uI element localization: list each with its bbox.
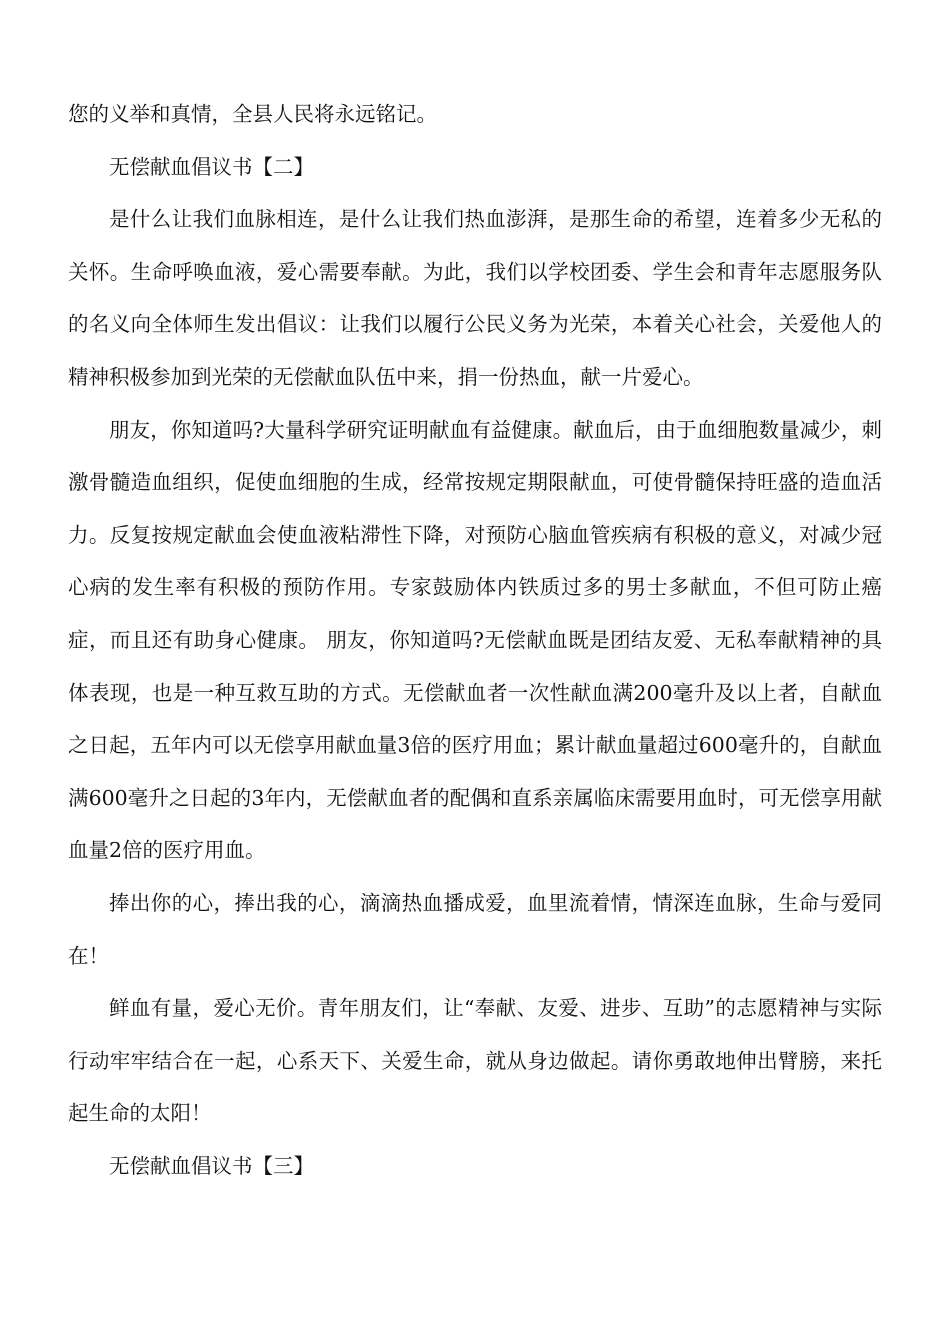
paragraph-continuation: 您的义举和真情，全县人民将永远铭记。 <box>68 102 437 126</box>
paragraph-health-benefits: 朋友，你知道吗?大量科学研究证明献血有益健康。献血后，由于血细胞数量减少，刺激骨髓造血组织，促使血细胞的生成，经常按规定期限献血，可使骨髓保持旺盛的造血活力。反复按规定献血会使血液粘滞性下降，对预防心脑血管疾病有积极的意义，对减少冠心病的发生率有积极的预防作用。专家鼓励体内铁质过多的男士多献血，不但可防止癌症，而且还有助身心健康。 朋友，你知道吗?无偿献血既是团结友爱、无私奉献精神的具体表现，也是一种互救互助的方式。无偿献血者一次性献血满200毫升及以上者，自献血之日起，五年内可以无偿享用献血量3倍的医疗用血；累计献血量超过600毫升的，自献血满600毫升之日起的3年内，无偿献血者的配偶和直系亲属临床需要用血时，可无偿享用献血量2倍的医疗用血。 <box>68 417 882 863</box>
paragraph-call: 捧出你的心，捧出我的心，滴滴热血播成爱，血里流着情，情深连血脉，生命与爱同在！ <box>68 890 882 968</box>
section-heading-3: 无偿献血倡议书【三】 <box>109 1153 314 1178</box>
paragraph-closing: 鲜血有量，爱心无价。青年朋友们，让“奉献、友爱、进步、互助”的志愿精神与实际行动牢牢结合在一起，心系天下、关爱生命，就从身边做起。请你勇敢地伸出臂膀，来托起生命的太阳！ <box>68 996 882 1126</box>
paragraph-intro: 是什么让我们血脉相连，是什么让我们热血澎湃，是那生命的希望，连着多少无私的关怀。生命呼唤血液，爱心需要奉献。为此，我们以学校团委、学生会和青年志愿服务队的名义向全体师生发出倡议：让我们以履行公民义务为光荣，本着关心社会，关爱他人的精神积极参加到光荣的无偿献血队伍中来，捐一份热血，献一片爱心。 <box>68 207 882 389</box>
document-body <box>68 88 882 1192</box>
section-heading-2: 无偿献血倡议书【二】 <box>109 154 314 179</box>
